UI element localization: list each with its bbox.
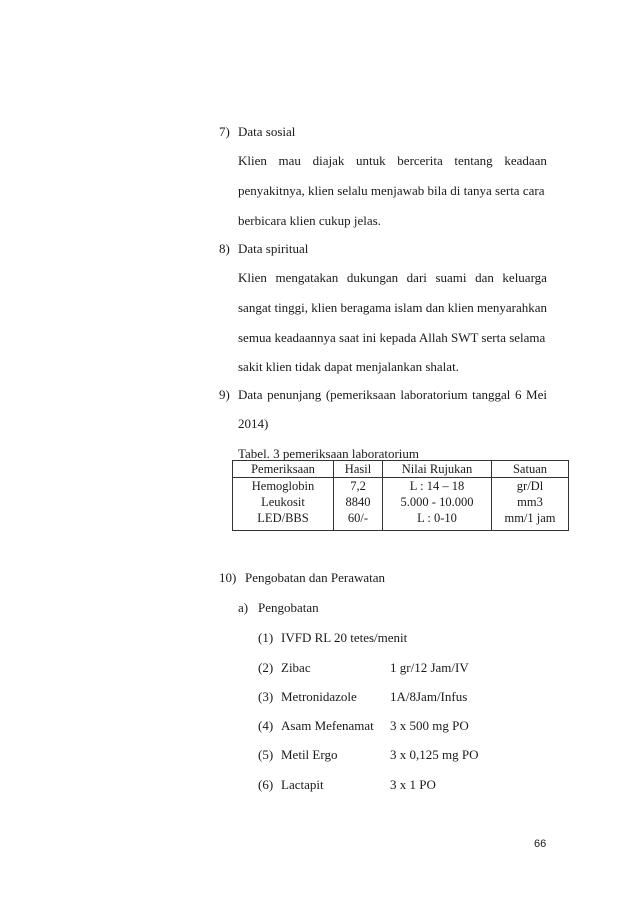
med-dose: 1 gr/12 Jam/IV [390, 660, 469, 675]
table-cell: 60/- [334, 510, 383, 531]
word: (pemeriksaan [325, 387, 396, 402]
med-dose: 3 x 500 mg PO [390, 718, 469, 733]
word: tentang [454, 153, 493, 168]
column-header: Nilai Rujukan [383, 461, 492, 478]
table-row [233, 494, 569, 510]
column-header: Hasil [334, 461, 383, 478]
med-name: Asam Mefenamat [281, 718, 374, 733]
med-number: (3) [258, 689, 274, 704]
word: laboratorium [400, 387, 468, 402]
word: keadaan [504, 153, 547, 168]
column-header: Pemeriksaan [233, 461, 334, 478]
section-9-number: 9) [219, 387, 230, 402]
med-number: (4) [258, 718, 274, 733]
med-number: (5) [258, 747, 274, 762]
section-9-title-continued: 2014) [238, 416, 269, 431]
subsection-a-title: Pengobatan [258, 600, 319, 615]
med-dose: 3 x 0,125 mg PO [390, 747, 479, 762]
word: dan [475, 270, 494, 285]
page-number: 66 [534, 838, 547, 850]
table-cell: L : 0-10 [383, 510, 492, 531]
med-name: IVFD RL 20 tetes/menit [281, 630, 408, 645]
section-8-line-1 [238, 270, 547, 286]
word: suami [435, 270, 467, 285]
table-cell: 7,2 [334, 478, 383, 495]
lab-results-table [232, 460, 569, 531]
section-9-title [238, 387, 547, 403]
table-row [233, 510, 569, 531]
med-name: Metronidazole [281, 689, 357, 704]
section-7-line-2: penyakitnya, klien selalu menjawab bila di tanya serta cara [238, 183, 545, 198]
word: Klien [238, 153, 267, 168]
table-cell: 5.000 - 10.000 [383, 494, 492, 510]
section-10-number: 10) [219, 570, 237, 585]
word: keluarga [502, 270, 547, 285]
table-cell: LED/BBS [233, 510, 334, 531]
section-7-line-1 [238, 153, 547, 169]
section-7-line-3: berbicara klien cukup jelas. [238, 213, 381, 228]
table-row [233, 478, 569, 495]
section-8-title: Data spiritual [238, 241, 309, 256]
section-7-title: Data sosial [238, 124, 296, 139]
section-8-line-4: sakit klien tidak dapat menjalankan shalat. [238, 359, 459, 374]
table-cell: mm3 [492, 494, 569, 510]
word: untuk [356, 153, 386, 168]
table-cell: mm/1 jam [492, 510, 569, 531]
med-name: Metil Ergo [281, 747, 338, 762]
subsection-a-letter: a) [238, 600, 249, 615]
column-header: Satuan [492, 461, 569, 478]
section-8-line-3: semua keadaannya saat ini kepada Allah SWT serta selama [238, 330, 546, 345]
table-cell: gr/Dl [492, 478, 569, 495]
med-dose: 3 x 1 PO [390, 777, 436, 792]
word: dari [406, 270, 427, 285]
table-cell: Hemoglobin [233, 478, 334, 495]
section-7-number: 7) [219, 124, 230, 139]
section-8-number: 8) [219, 241, 230, 256]
table-cell: 8840 [334, 494, 383, 510]
word: mengatakan [275, 270, 339, 285]
word: Klien [238, 270, 267, 285]
word: bercerita [397, 153, 443, 168]
word: diajak [312, 153, 345, 168]
section-10-title: Pengobatan dan Perawatan [245, 570, 386, 585]
word: tanggal [472, 387, 511, 402]
table-header-row [233, 461, 569, 478]
table-caption: Tabel. 3 pemeriksaan laboratorium [238, 446, 420, 461]
med-name: Zibac [281, 660, 311, 675]
word: 6 [514, 387, 522, 402]
word: penunjang [267, 387, 322, 402]
table-cell: L : 14 – 18 [383, 478, 492, 495]
med-name: Lactapit [281, 777, 324, 792]
word: Mei [526, 387, 547, 402]
word: mau [278, 153, 301, 168]
med-number: (2) [258, 660, 274, 675]
med-dose: 1A/8Jam/Infus [390, 689, 468, 704]
word: Data [238, 387, 263, 402]
table-cell: Leukosit [233, 494, 334, 510]
word: dukungan [346, 270, 399, 285]
section-8-line-2: sangat tinggi, klien beragama islam dan klien menyarahkan [238, 300, 548, 315]
med-number: (6) [258, 777, 274, 792]
med-number: (1) [258, 630, 274, 645]
